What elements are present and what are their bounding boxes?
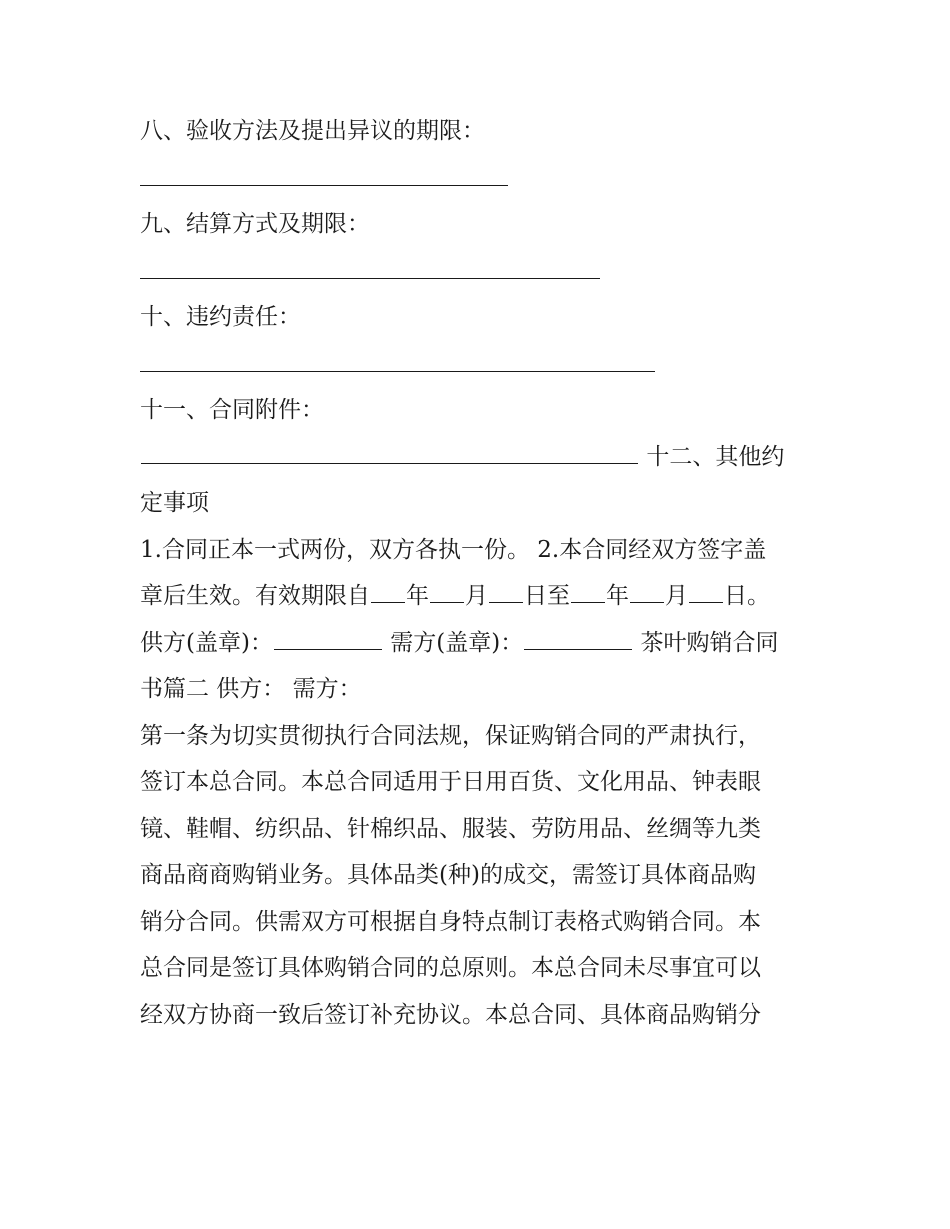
document-page [140,108,820,1038]
end-day-blank [689,584,723,603]
end-year-blank [571,584,605,603]
start-year-blank [371,584,405,603]
start-day-blank [489,584,523,603]
section-12-title: 十二、其他约 [646,443,785,470]
clause-1: 1.合同正本一式两份，双方各执一份。 2.本合同经双方签字盖 [140,536,767,563]
article-1-line: 总合同是签订具体购销合同的总原则。本总合同未尽事宜可以 [140,955,761,981]
article-1-line: 销分合同。供需双方可根据自身特点制订表格式购销合同。本 [140,908,761,935]
article-1-line: 商品商商购销业务。具体品类(种)的成交，需签订具体商品购 [140,862,756,888]
supplier-seal-label: 供方(盖章)： [140,629,273,656]
month-label: 月 [665,583,688,609]
section-8-fill-line [140,155,820,202]
next-contract-title-cont: 书篇二 供方： 需方： [140,676,362,702]
section-11-fill-line [140,434,820,481]
validity-prefix: 章后生效。有效期限自 [140,583,370,609]
year-label: 年 [606,583,629,609]
section-11-title: 十一、合同附件： [140,397,324,423]
section-8-title: 八、验收方法及提出异议的期限： [140,118,485,144]
article-1-line: 镜、鞋帽、纺织品、针棉织品、服装、劳防用品、丝绸等九类 [140,815,761,842]
supplier-seal-blank [274,631,382,650]
buyer-seal-label: 需方(盖章)： [390,629,524,656]
month-label: 月 [465,583,488,609]
article-1-line: 签订本总合同。本总合同适用于日用百货、文化用品、钟表眼 [140,769,761,795]
next-contract-title: 茶叶购销合同 [640,629,779,656]
start-month-blank [430,584,464,603]
end-month-blank [630,584,664,603]
article-1-line: 经双方协商一致后签订补充协议。本总合同、具体商品购销分 [140,1001,761,1028]
blank-rule [140,371,655,372]
section-10-fill-line [140,341,820,388]
validity-period [140,573,820,620]
article-1-line: 第一条为切实贯彻执行合同法规，保证购销合同的严肃执行， [140,722,761,749]
signature-line [140,620,820,667]
section-10-title: 十、违约责任： [140,304,301,330]
section-9-title: 九、结算方式及期限： [140,211,370,237]
section-9-fill-line [140,248,820,295]
day-to-label: 日至 [524,583,570,609]
attachment-blank [141,445,638,464]
day-end-label: 日。 [724,583,770,609]
year-label: 年 [406,583,429,609]
blank-rule [140,185,508,186]
section-12-title-cont: 定事项 [140,490,209,516]
buyer-seal-blank [524,631,632,650]
blank-rule [140,278,600,279]
